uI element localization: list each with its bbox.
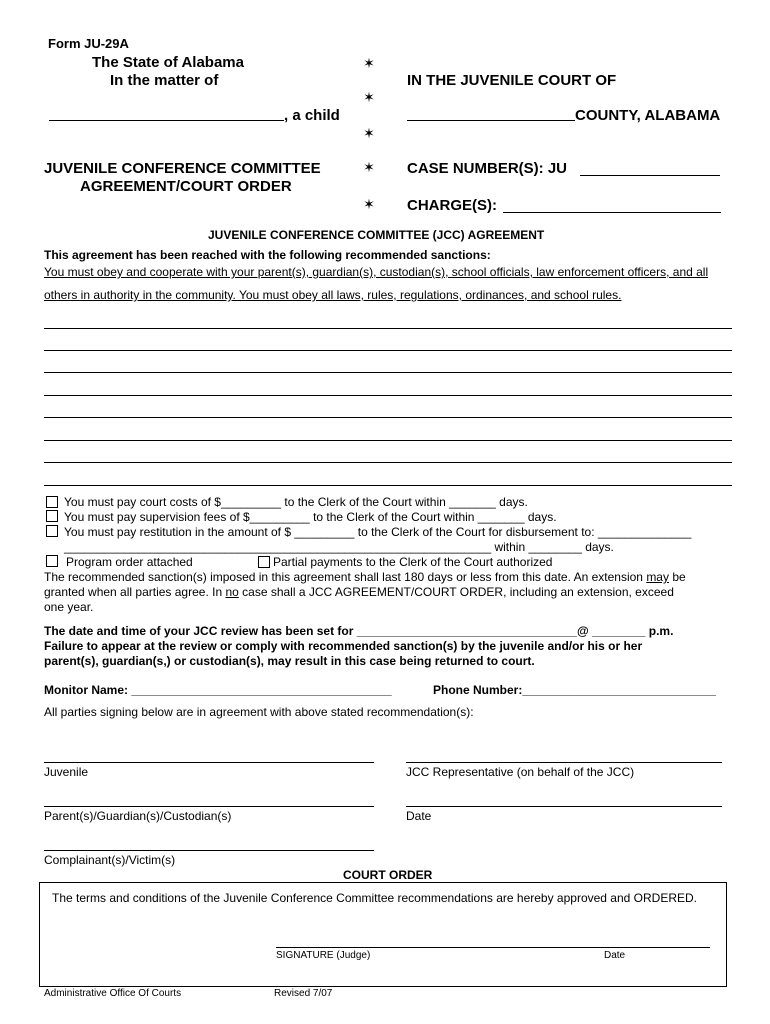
program-order-text: Program order attached bbox=[66, 555, 193, 569]
star-icon: ✶ bbox=[363, 125, 375, 141]
case-number-label: CASE NUMBER(S): JU bbox=[407, 160, 568, 177]
sanction-blank-line[interactable] bbox=[44, 485, 732, 486]
juvenile-signature-line[interactable] bbox=[44, 762, 374, 763]
duration-line2: granted when all parties agree. In no case shall a JCC AGREEMENT/COURT ORDER, including an extension, exceed bbox=[44, 585, 674, 599]
partial-payments-text: Partial payments to the Clerk of the Court authorized bbox=[273, 555, 553, 569]
program-order-checkbox[interactable] bbox=[46, 555, 58, 567]
sanction-text-line2: others in authority in the community. You must obey all laws, rules, regulations, ordinances, and school rules. bbox=[44, 288, 622, 302]
footer-office: Administrative Office Of Courts bbox=[44, 988, 182, 999]
child-suffix: , a child bbox=[284, 107, 340, 124]
sanction-blank-line[interactable] bbox=[44, 395, 732, 396]
sanction-blank-line[interactable] bbox=[44, 462, 732, 463]
phone-number-label: Phone Number:_____________________________ bbox=[433, 683, 716, 697]
star-icon: ✶ bbox=[363, 159, 375, 175]
duration-line1: The recommended sanction(s) imposed in this agreement shall last 180 days or less from this date. An extension may be bbox=[44, 570, 686, 584]
date-label: Date bbox=[406, 809, 432, 823]
court-order-heading: COURT ORDER bbox=[343, 868, 433, 882]
court-order-text: The terms and conditions of the Juvenile Conference Committee recommendations are hereby approved and ORDERED. bbox=[52, 891, 697, 905]
duration-line3: one year. bbox=[44, 600, 94, 614]
review-date-text: The date and time of your JCC review has been set for _________________________________@ ________ p.m. bbox=[44, 624, 674, 638]
star-icon: ✶ bbox=[363, 89, 375, 105]
restitution-checkbox[interactable] bbox=[46, 525, 58, 537]
complainant-signature-line[interactable] bbox=[44, 850, 374, 851]
judge-signature-line[interactable] bbox=[276, 947, 710, 948]
jcc-rep-label: JCC Representative (on behalf of the JCC) bbox=[406, 765, 635, 779]
sanction-blank-line[interactable] bbox=[44, 440, 732, 441]
star-icon: ✶ bbox=[363, 196, 375, 212]
footer-revised: Revised 7/07 bbox=[274, 988, 333, 999]
agreement-heading: JUVENILE CONFERENCE COMMITTEE (JCC) AGREEMENT bbox=[208, 228, 545, 242]
failure-warning-line2: parent(s), guardian(s,) or custodian(s), may result in this case being returned to court. bbox=[44, 654, 535, 668]
parent-label: Parent(s)/Guardian(s)/Custodian(s) bbox=[44, 809, 232, 823]
court-costs-text: You must pay court costs of $_________ to the Clerk of the Court within _______ days. bbox=[64, 495, 528, 509]
court-heading: IN THE JUVENILE COURT OF bbox=[407, 72, 617, 89]
sanction-blank-line[interactable] bbox=[44, 350, 732, 351]
court-costs-checkbox[interactable] bbox=[46, 496, 58, 508]
juvenile-label: Juvenile bbox=[44, 765, 89, 779]
parent-signature-line[interactable] bbox=[44, 806, 374, 807]
county-label: COUNTY, ALABAMA bbox=[575, 107, 721, 124]
sanction-blank-line[interactable] bbox=[44, 372, 732, 373]
judge-signature-label: SIGNATURE (Judge) bbox=[276, 950, 371, 961]
restitution-text: You must pay restitution in the amount of $ _________ to the Clerk of the Court for disbursement to: ______________ bbox=[64, 525, 692, 539]
sanction-text-line1: You must obey and cooperate with your parent(s), guardian(s), custodian(s), school officials, law enforcement officers, and all bbox=[44, 265, 709, 279]
supervision-fees-text: You must pay supervision fees of $_________ to the Clerk of the Court within _______ days. bbox=[64, 510, 557, 524]
supervision-fees-checkbox[interactable] bbox=[46, 510, 58, 522]
form-title-line2: AGREEMENT/COURT ORDER bbox=[80, 178, 292, 195]
agreement-intro: This agreement has been reached with the following recommended sanctions: bbox=[44, 248, 491, 262]
date-signature-line[interactable] bbox=[406, 806, 722, 807]
court-order-box bbox=[39, 882, 727, 987]
sanction-blank-line[interactable] bbox=[44, 417, 732, 418]
jcc-rep-signature-line[interactable] bbox=[406, 762, 722, 763]
partial-payments-checkbox[interactable] bbox=[258, 556, 270, 568]
form-title-line1: JUVENILE CONFERENCE COMMITTEE bbox=[44, 160, 321, 177]
star-icon: ✶ bbox=[363, 55, 375, 71]
court-order-date-label: Date bbox=[604, 950, 626, 961]
sanction-blank-line[interactable] bbox=[44, 328, 732, 329]
form-id: Form JU-29A bbox=[48, 36, 129, 51]
failure-warning-line1: Failure to appear at the review or comply with recommended sanction(s) by the juvenile and/or his or her bbox=[44, 639, 643, 653]
state-heading: The State of Alabama bbox=[92, 54, 244, 71]
matter-heading: In the matter of bbox=[110, 72, 219, 89]
child-name-line[interactable] bbox=[49, 120, 284, 121]
charges-label: CHARGE(S): bbox=[407, 197, 497, 214]
case-number-line[interactable] bbox=[580, 175, 720, 176]
restitution-continuation: ________________________________________________________________ within ________ days. bbox=[64, 540, 614, 554]
monitor-name-label: Monitor Name: _______________________________________ bbox=[44, 683, 392, 697]
signatures-intro: All parties signing below are in agreement with above stated recommendation(s): bbox=[44, 705, 474, 719]
complainant-label: Complainant(s)/Victim(s) bbox=[44, 853, 176, 867]
county-line[interactable] bbox=[407, 120, 575, 121]
charges-line[interactable] bbox=[503, 212, 721, 213]
